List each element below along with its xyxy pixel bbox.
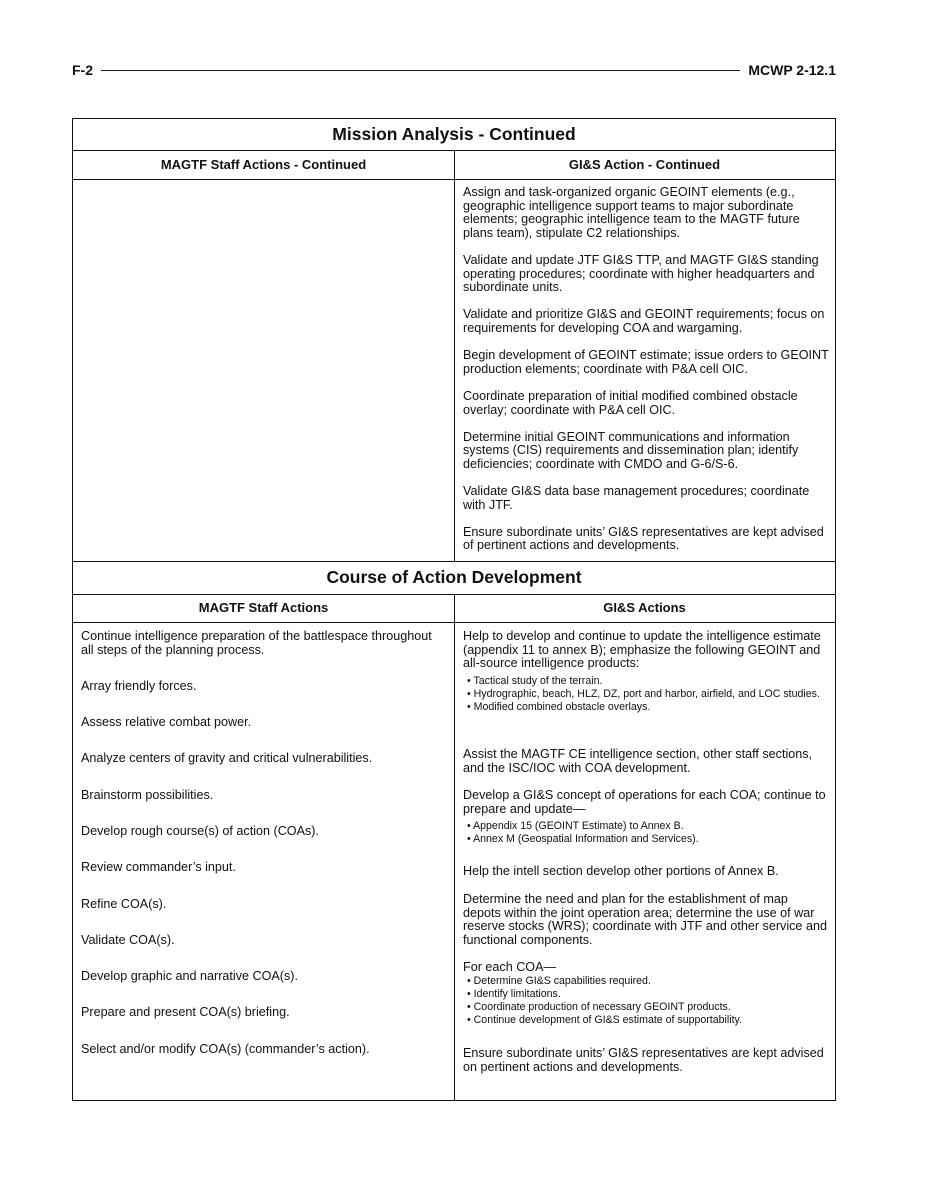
planning-table bbox=[72, 118, 836, 1101]
gis-action-text: Help the intell section develop other portions of Annex B. bbox=[463, 864, 779, 878]
gis-action-map-depots bbox=[463, 893, 829, 947]
gis-action-for-each-coa bbox=[463, 961, 829, 1027]
staff-action-item: Refine COA(s). bbox=[81, 896, 167, 911]
gis-action-item: Validate and update JTF GI&S TTP, and MAGTF GI&S standing operating procedures; coordinate with higher headquarters and subordinate units. bbox=[463, 252, 819, 295]
section-title-mission-analysis: Mission Analysis - Continued bbox=[332, 124, 576, 144]
gis-action-text: For each COA— bbox=[463, 960, 557, 974]
gis-action-text: Ensure subordinate units’ GI&S representatives are kept advised on pertinent actions and developments. bbox=[463, 1046, 824, 1074]
bullet-item: • Modified combined obstacle overlays. bbox=[467, 700, 651, 713]
gis-action-item: Ensure subordinate units’ GI&S representatives are kept advised of pertinent actions and developments. bbox=[463, 524, 824, 553]
gis-action-text: Determine the need and plan for the establishment of map depots within the joint operation area; determine the use of war reserve stocks (WRS); coordinate with JTF and other service and functional components. bbox=[463, 892, 827, 947]
bullet-list bbox=[463, 675, 829, 714]
column-header-staff-actions-continued: MAGTF Staff Actions - Continued bbox=[160, 157, 367, 172]
staff-action-item: Brainstorm possibilities. bbox=[81, 787, 214, 802]
header-rule bbox=[101, 70, 740, 71]
staff-action-item: Review commander’s input. bbox=[81, 860, 236, 875]
section-title-coa-development: Course of Action Development bbox=[326, 567, 582, 587]
bullet-item: • Hydrographic, beach, HLZ, DZ, port and harbor, airfield, and LOC studies. bbox=[467, 687, 820, 700]
gis-action-item: Validate and prioritize GI&S and GEOINT requirements; focus on requirements for developing COA and wargaming. bbox=[463, 307, 825, 335]
bullet-item: • Determine GI&S capabilities required. bbox=[467, 974, 651, 987]
gis-action-assist-ce bbox=[463, 748, 829, 775]
page-number: F-2 bbox=[72, 62, 93, 78]
staff-action-item: Assess relative combat power. bbox=[81, 715, 252, 730]
gis-action-item: Begin development of GEOINT estimate; issue orders to GEOINT production elements; coordinate with P&A cell OIC. bbox=[463, 348, 829, 376]
gis-action-annex-b bbox=[463, 865, 829, 879]
gis-action-text: Assist the MAGTF CE intelligence section, other staff sections, and the ISC/IOC with COA development. bbox=[463, 747, 813, 775]
staff-action-item: Validate COA(s). bbox=[81, 932, 175, 947]
column-divider bbox=[454, 594, 455, 1100]
column-header-staff-actions: MAGTF Staff Actions bbox=[198, 600, 329, 615]
gis-action-concept-of-operations bbox=[463, 789, 829, 846]
gis-action-item: Coordinate preparation of initial modified combined obstacle overlay; coordinate with P&A cell OIC. bbox=[463, 388, 798, 417]
bullet-item: • Tactical study of the terrain. bbox=[467, 674, 603, 687]
gis-action-text: Develop a GI&S concept of operations for each COA; continue to prepare and update— bbox=[463, 788, 826, 816]
bullet-item: • Identify limitations. bbox=[467, 987, 561, 1000]
gis-action-item: Validate GI&S data base management procedures; coordinate with JTF. bbox=[463, 484, 810, 512]
column-header-gis-action-continued: GI&S Action - Continued bbox=[568, 157, 721, 172]
page-header bbox=[72, 60, 836, 80]
gis-action-intel-estimate bbox=[463, 630, 829, 714]
mission-analysis-gis-cell bbox=[463, 186, 829, 553]
bullet-item: • Coordinate production of necessary GEOINT products. bbox=[467, 1000, 731, 1013]
publication-id: MCWP 2-12.1 bbox=[748, 62, 836, 78]
column-header-gis-actions: GI&S Actions bbox=[603, 600, 686, 615]
staff-action-item: Analyze centers of gravity and critical vulnerabilities. bbox=[81, 751, 373, 766]
gis-action-ensure-representatives bbox=[463, 1047, 829, 1074]
staff-action-item: Continue intelligence preparation of the battlespace throughout all steps of the planning process. bbox=[81, 629, 432, 657]
staff-action-item: Array friendly forces. bbox=[81, 678, 197, 693]
column-divider bbox=[454, 151, 455, 561]
gis-action-text: Help to develop and continue to update the intelligence estimate (appendix 11 to annex B); emphasize the following GEOINT and all-source intelligence products: bbox=[463, 629, 821, 671]
bullet-item: • Continue development of GI&S estimate of supportability. bbox=[467, 1013, 742, 1026]
gis-action-item: Determine initial GEOINT communications and information systems (CIS) requirements and dissemination plan; identify deficiencies; coordinate with CMDO and G-6/S-6. bbox=[463, 429, 799, 471]
staff-action-item: Select and/or modify COA(s) (commander’s action). bbox=[81, 1041, 370, 1056]
coa-staff-actions-cell bbox=[81, 630, 447, 1079]
staff-action-item: Prepare and present COA(s) briefing. bbox=[81, 1005, 290, 1020]
gis-action-item: Assign and task-organized organic GEOINT elements (e.g., geographic intelligence support teams to major subordinate elements; geographic intelligence team to the MAGTF future plans team), stipulate C2 relationships. bbox=[463, 185, 800, 240]
bullet-list bbox=[463, 820, 829, 846]
bullet-item: • Appendix 15 (GEOINT Estimate) to Annex B. bbox=[467, 820, 684, 833]
bullet-item: • Annex M (Geospatial Information and Services). bbox=[467, 833, 699, 846]
bullet-list bbox=[463, 975, 829, 1027]
staff-action-item: Develop rough course(s) of action (COAs). bbox=[81, 824, 319, 838]
staff-action-item: Develop graphic and narrative COA(s). bbox=[81, 969, 298, 984]
